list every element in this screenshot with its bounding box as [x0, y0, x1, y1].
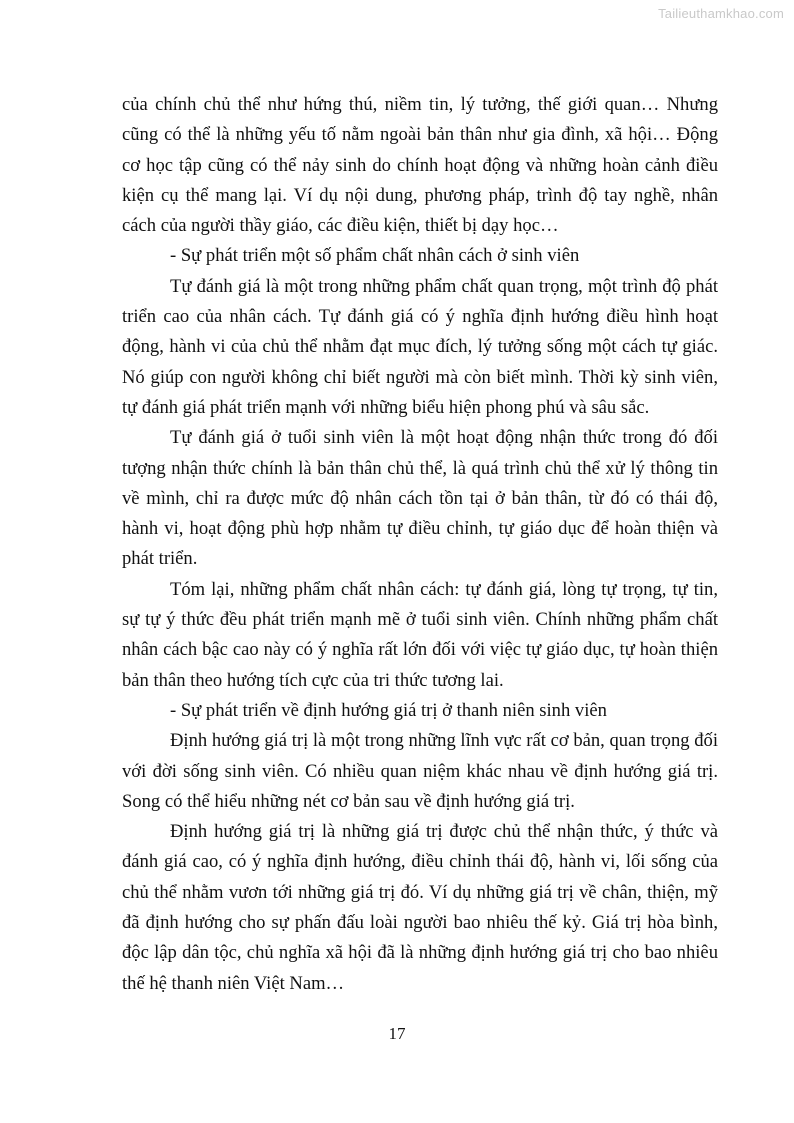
paragraph-self-assessment: Tự đánh giá là một trong những phẩm chất quan trọng, một trình độ phát triển cao của nhân cách. Tự đánh giá có ý nghĩa định hướng điều hình hoạt động, hành vi của chủ thể nhằm đạt mục đích, lý tưởng sống một cách tự giác. Nó giúp con người không chỉ biết người mà còn biết mình. Thời kỳ sinh viên, tự đánh giá phát triển mạnh với những biểu hiện phong phú và sâu sắc.	[122, 275, 718, 418]
paragraph-value-orientation-intro: Định hướng giá trị là một trong những lĩnh vực rất cơ bản, quan trọng đối với đời sống sinh viên. Có nhiều quan niệm khác nhau về định hướng giá trị. Song có thể hiểu những nét cơ bản sau về định hướng giá trị.	[122, 730, 718, 812]
page-number: 17	[388, 1024, 406, 1043]
paragraph-value-orientation-definition: Định hướng giá trị là những giá trị được chủ thể nhận thức, ý thức và đánh giá cao, có ý nghĩa định hướng, điều chỉnh thái độ, hành vi, lối sống của chủ thể nhằm vươn tới những giá trị đó. Ví dụ những giá trị về chân, thiện, mỹ đã định hướng cho sự phấn đấu loài người bao nhiêu thế kỷ. Giá trị hòa bình, độc lập dân tộc, chủ nghĩa xã hội đã là những định hướng giá trị cho bao nhiêu thế hệ thanh niên Việt Nam…	[122, 821, 718, 994]
subheading-value-orientation: - Sự phát triển về định hướng giá trị ở thanh niên sinh viên	[170, 699, 607, 721]
paragraph-continuation: của chính chủ thể như hứng thú, niềm tin, lý tưởng, thế giới quan… Nhưng cũng có thể là những yếu tố nằm ngoài bản thân như gia đình, xã hội… Động cơ học tập cũng có thể nảy sinh do chính hoạt động và những hoàn cảnh điều kiện cụ thể mang lại. Ví dụ nội dung, phương pháp, trình độ tay nghề, nhân cách của người thầy giáo, các điều kiện, thiết bị dạy học…	[122, 94, 718, 237]
paragraph-self-assessment-student: Tự đánh giá ở tuổi sinh viên là một hoạt động nhận thức trong đó đối tượng nhận thức chính là bản thân chủ thể, là quá trình chủ thể xử lý thông tin về mình, chỉ ra được mức độ nhân cách tồn tại ở bản thân, từ đó có thái độ, hành vi, hoạt động phù hợp nhằm tự điều chỉnh, tự giáo dục để hoàn thiện và phát triển.	[122, 427, 718, 570]
watermark-text: Tailieuthamkhao.com	[658, 6, 784, 21]
subheading-personality-development: - Sự phát triển một số phẩm chất nhân cách ở sinh viên	[170, 245, 580, 267]
paragraph-summary: Tóm lại, những phẩm chất nhân cách: tự đánh giá, lòng tự trọng, tự tin, sự tự ý thức đều phát triển mạnh mẽ ở tuổi sinh viên. Chính những phẩm chất nhân cách bậc cao này có ý nghĩa rất lớn đối với việc tự giáo dục, tự hoàn thiện bản thân theo hướng tích cực của tri thức tương lai.	[122, 578, 718, 691]
document-body	[122, 90, 718, 999]
